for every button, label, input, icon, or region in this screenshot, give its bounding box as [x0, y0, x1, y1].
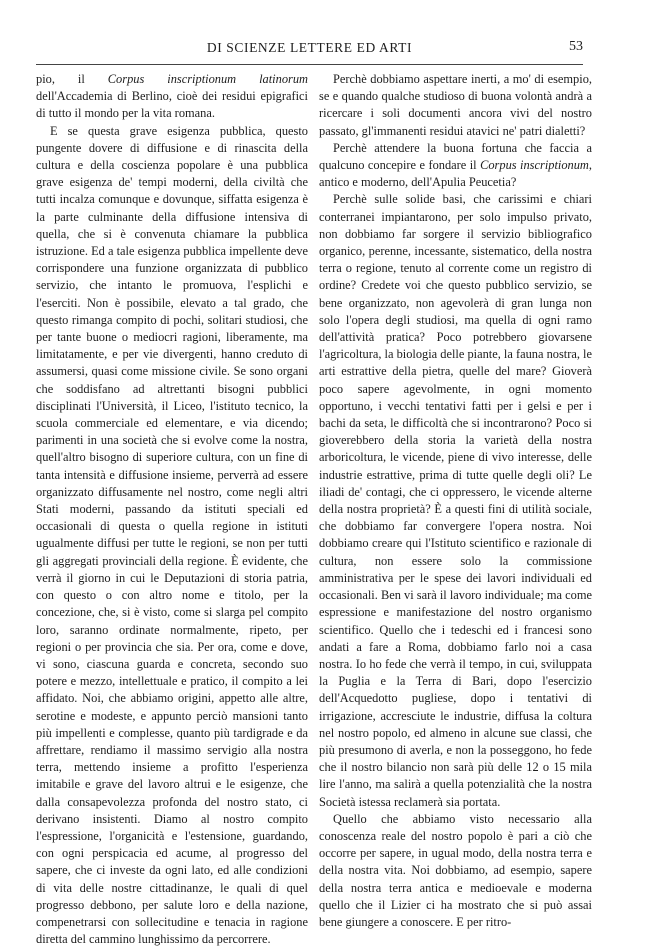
- paragraph: Quello che abbiamo visto necessario alla conoscenza reale del nostro popolo è pari a ciò che occorre per sapere, in ugual modo, della nostra terra e della nostra vita. Noi dobbiamo, ad esempio, sapere della nostra terra antica e medioevale e moderna quello che il Lizier ci ha mostrato che si può assai bene giungere a conoscere. E per ritro-: [319, 811, 592, 929]
- running-header: [36, 40, 583, 62]
- paragraph: Perchè sulle solide basi, che carissimi e chiari conterranei impiantarono, per solo impulso privato, non dobbiamo far sorgere il servizio bibliografico organico, perenne, incessante, sistematico, della nostra terra o regione, tenuto al corrente come un registro di ordine? Credete voi che questo pubblico servizio, se bene organizzato, non agevolerà di gran lunga non solo l'opera degli studiosi, ma quella di ogni ramo dell'attività pratica? Poco potrebbero giovarsene l'agricoltura, la biologia delle piante, la fauna nostra, le arti estrattive della pietra, quelle del mare? Gioverà poco sapere agevolmente, in ogni momento opportuno, i vecchi tentativi fatti per i gelsi e per i bachi da seta, le difficoltà che si incontrarono? Poco si gioverebbero della storia la varietà della nostra arboricoltura, le vicende, piene di vivo interesse, delle industrie estrattive, prima di tutte quelle degli oli? Le iliadi de' contagi, che ci oppressero, le vicende alterne della nostra proprietà? È a questi fini di utilità sociale, che dobbiamo far convergere l'opera nostra. Noi dobbiamo creare qui l'Istituto scientifico e razionale di cultura, non essere solo la commissione amministrativa per le spese dei lavori individuali ed occasionali. Ben vi sarà il lavoro individuale; ma come espressione e manifestazione del nostro organismo scientifico. Quello che i tedeschi ed i francesi sono andati a fare a Roma, dobbiamo farlo noi a casa nostra. Io ho fede che verrà il tempo, in cui, sviluppata la Puglia e la Terra di Bari, dopo l'esercizio dell'Acquedotto pugliese, dopo i tentativi di irrigazione, accresciute le industrie, diffusa la coltura nel nostro popolo, ed almeno in alcune sue classi, che più presumono di averla, e non la posseggono, ho fede che il nostro bilancio non sarà più delle 12 o 15 mila lire l'anno, ma salirà a quella potenzialità che la nostra Società istessa reclamerà sia portata.: [319, 192, 592, 809]
- paragraph: [36, 71, 308, 123]
- page-number: 53: [569, 39, 583, 54]
- header-rule: [36, 64, 583, 65]
- paragraph-text: pio, il: [36, 72, 108, 86]
- paragraph: Perchè dobbiamo aspettare inerti, a mo' di esempio, se e quando qualche studioso di buona volontà andrà a ricercare i soli documenti ancora vivi del nostro passato, gl'immanenti residui atavici ne' patri dialetti?: [319, 72, 592, 138]
- italic-title: Corpus inscriptionum: [480, 158, 589, 173]
- italic-title: Corpus inscriptionum latinorum: [107, 72, 308, 86]
- paragraph-text: Perchè attendere la buona fortuna che faccia a qualcuno concepire e fondare il: [319, 140, 592, 173]
- left-column: [36, 71, 308, 948]
- paragraph: E se questa grave esigenza pubblica, questo pungente dovere di diffusione e di rinascita della cultura e della coscienza popolare è una pubblica grave esigenza de' tempi moderni, della civiltà che tutti incalza comunque e dovunque, siffatta esigenza è la parte culminante della diffusione intensiva di quella, che si è convenuta chiamare la pubblica istruzione. Ed a tale esigenza pubblica impellente deve corrispondere una funzione organizzata di pubblico servizio, che intanto le promuova, l'esplichi e l'eserciti. Non è possibile, elevato a tal grado, che questo rimanga compito di pochi, solitari studiosi, che per tante buone o mediocri ragioni, liberamente, ma limitatamente, e per vie divergenti, hanno creduto di assumersi, quasi come missione civile. Se sono organi che soddisfano ad altrettanti bisogni pubblici disciplinati l'Università, il Liceo, l'istituto tecnico, la scuola commerciale ed elementare, e via dicendo; parimenti in una società che si evolve come la nostra, quell'altro bisogno di superiore cultura, con un fine di tanta intensità e diffusione insieme, perverrà ad essere organizzato diffusamente nel nostro, come negli altri Stati moderni, passando da istituti speciali ed occasionali di questa o quella regione in istituti ugualmente diffusi per tutte le regioni, se non per tutti gli aggregati provinciali della regione. È evidente, che verrà il giorno in cui le Deputazioni di storia patria, con questo o con altro nome e titolo, per la concezione, che, si è visto, come si slarga pel compito loro, saranno ordinate normalmente, ripeto, per regioni o per provincia che sia. Per ora, come e dove, vi sono, ciascuna guarda e concreta, secondo suo potere e mezzo, intellettuale e pratico, il compito a lei affidato. Noi, che abbiamo origini, appetto alle altre, serotine e modeste, e appunto perciò mansioni tanto più impellenti e complesse, quanto più tardigrade e da affrettare, rendiamo il massimo servigio alla nostra terra, mettendo insieme a profitto l'esperienza imitabile e grave del lavoro altrui e le esigenze, che dalla consapevolezza profonda del nostro stato, ci derivano insistenti. Diamo al nostro compito l'espressione, l'organicità e l'estensione, guardando, con ogni perspicacia ed acume, al progresso del sapere, che ci investe da ogni lato, ed alle condizioni di vita delle nostre cittadinanze, le quali di quel progresso debbono, per salute loro e della nazione, compenetrarsi con sollecitudine e tenacia in ragione diretta del cammino lunghissimo da percorrere.: [36, 123, 308, 947]
- paragraph-text: dell'Accademia di Berlino, cioè dei residui epigrafici di tutto il mondo per la vita romana.: [36, 89, 308, 121]
- paragraph-text: , antico e moderno, dell'Apulia Peucetia?: [319, 158, 592, 190]
- header-title: DI SCIENZE LETTERE ED ARTI: [206, 40, 413, 55]
- paragraph: [319, 140, 592, 192]
- right-column: [319, 71, 592, 931]
